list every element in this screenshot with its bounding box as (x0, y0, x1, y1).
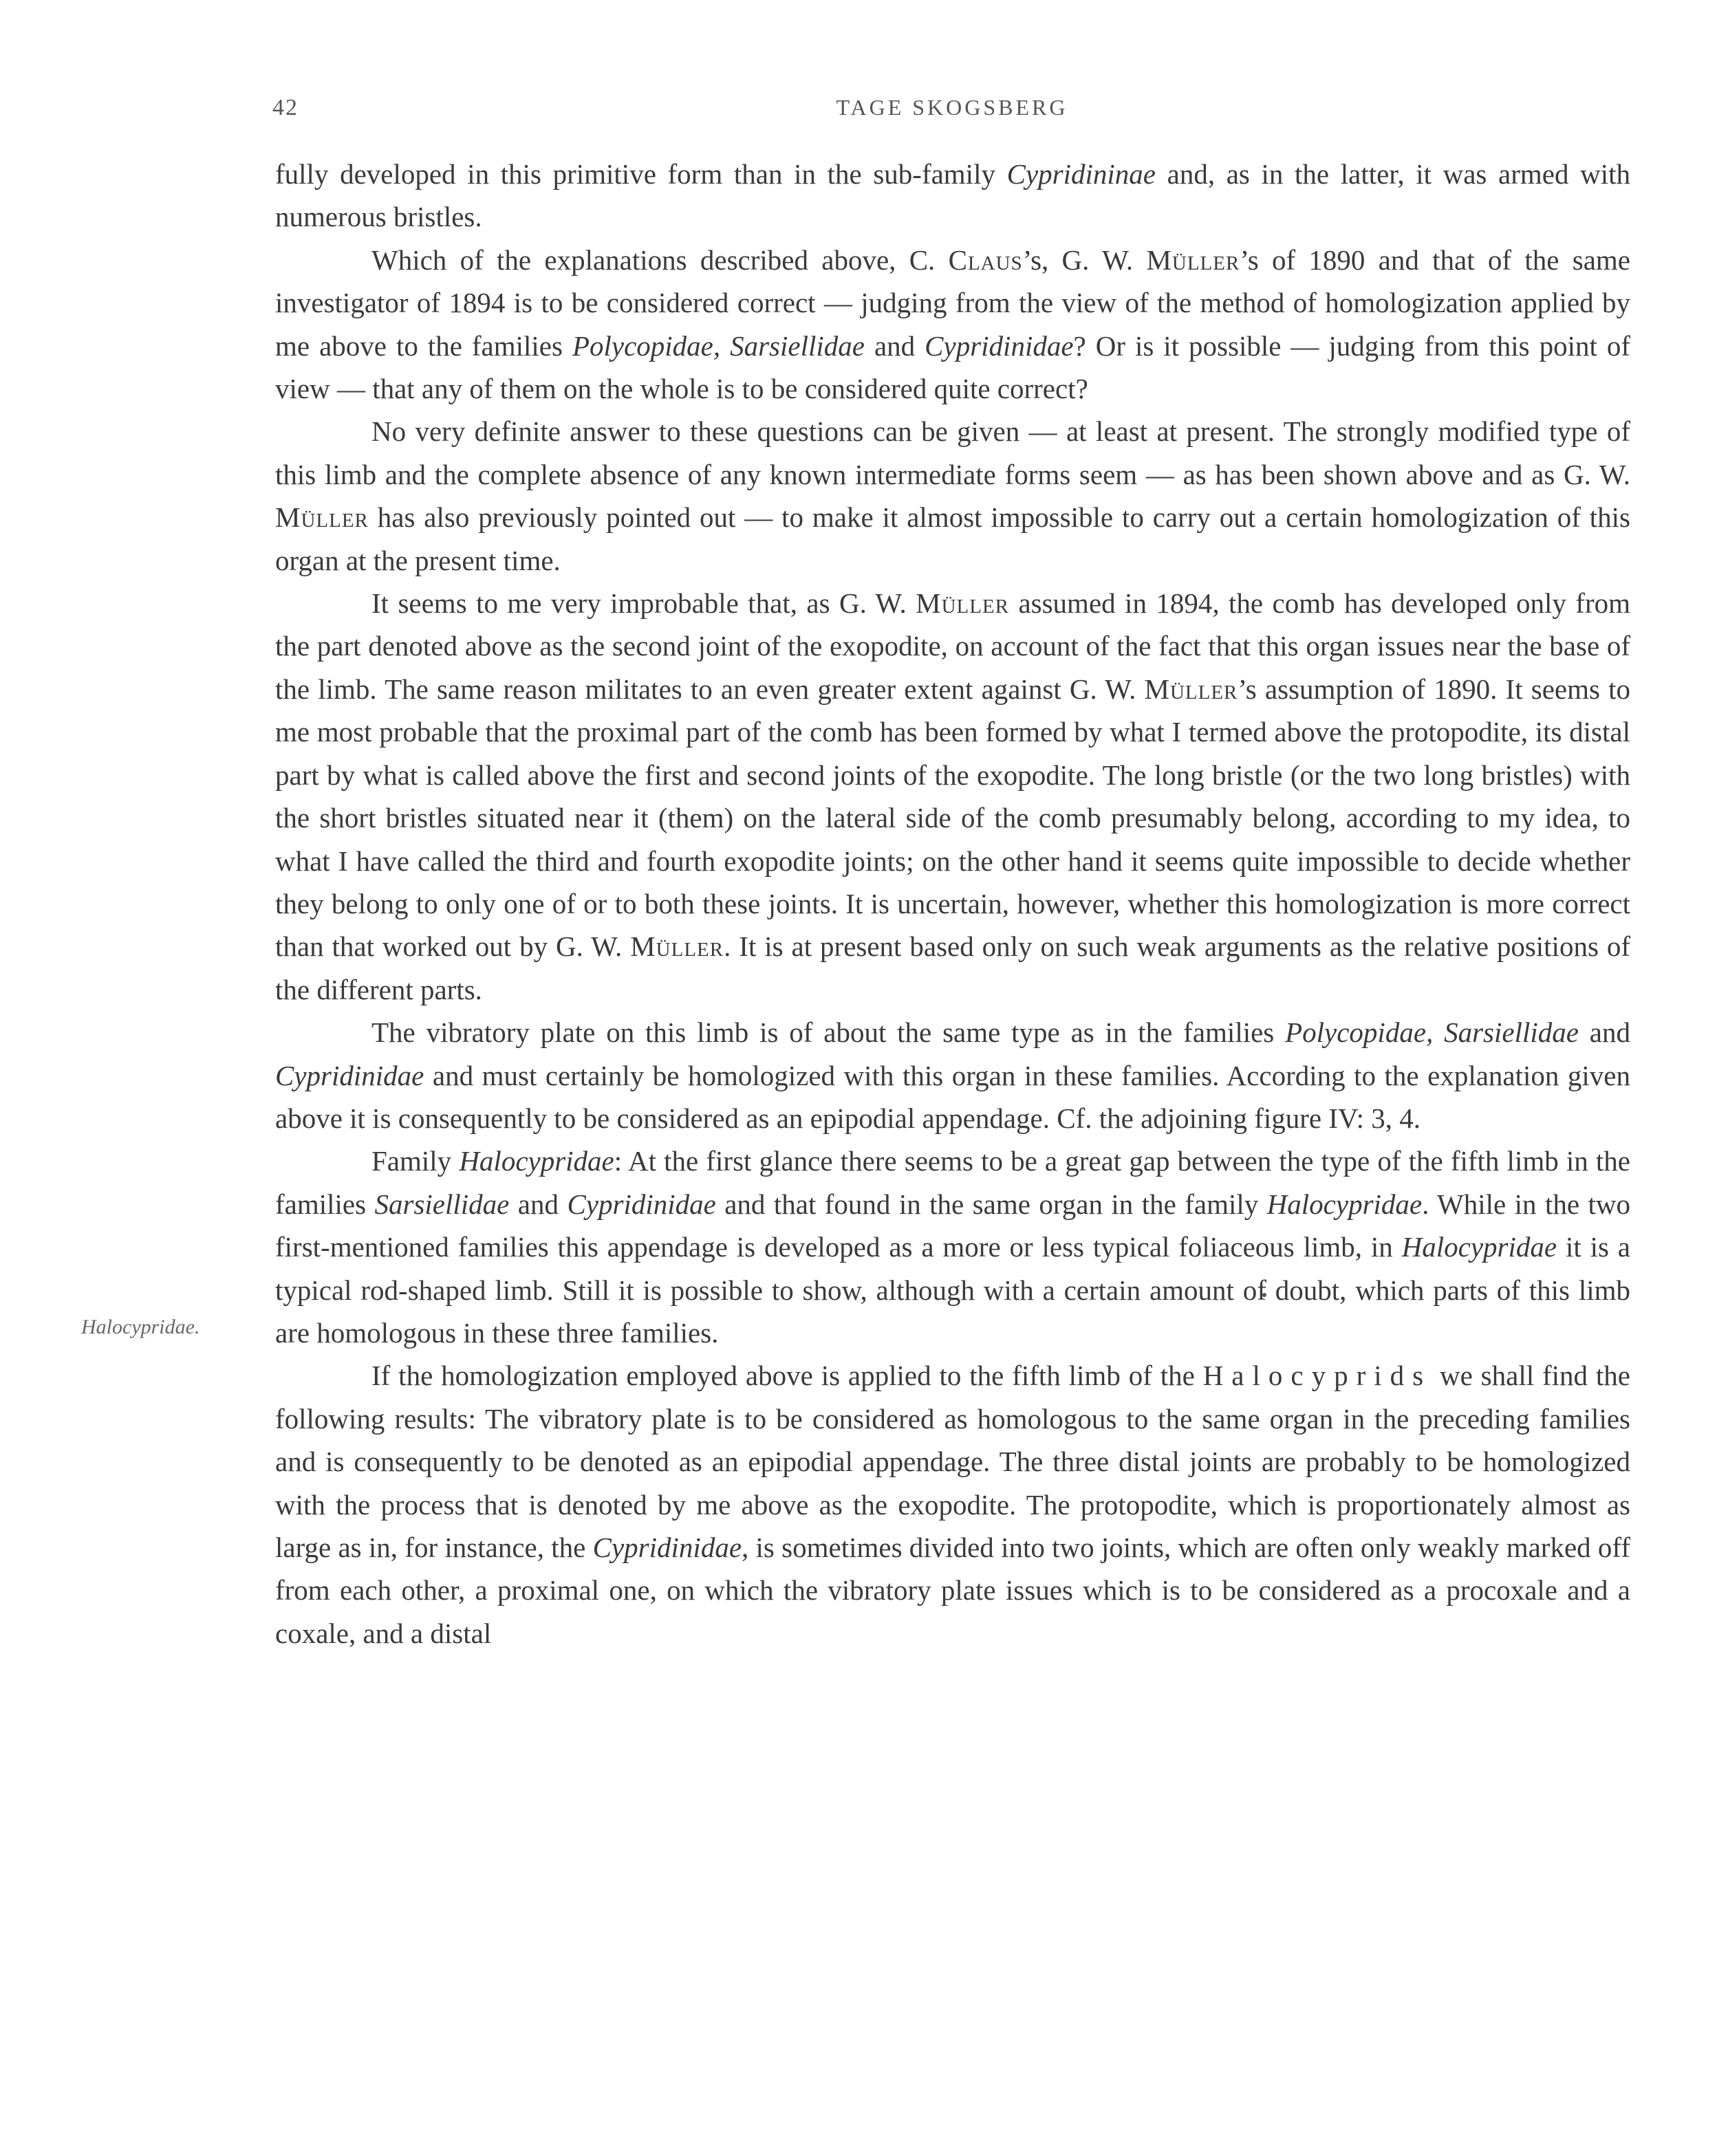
text-run: and (509, 1188, 568, 1220)
page-header (272, 95, 1632, 129)
italic-text: Polycopidae, Sarsiellidae (572, 329, 865, 362)
italic-text: Halocypridae (1401, 1231, 1557, 1263)
spaced-term: Halocyprids (1202, 1360, 1432, 1392)
author-name: Müller (1144, 673, 1238, 705)
text-run: , is sometimes divided into two joints, which are often only weakly marked off from each other, a proximal one, on which the vibratory plate issues which is to be considered as a procoxale and a coxale, and a distal (275, 1532, 1630, 1649)
text-run: has also previously pointed out — to make it almost impossible to carry out a certain homologization of this organ at the present time. (275, 501, 1630, 576)
body-text (275, 153, 1630, 1655)
paragraph (275, 582, 1630, 1011)
text-run: Which of the explanations described above, C. (371, 243, 949, 276)
text-run: . It is at present based only on such weak arguments as the relative positions of the different parts. (275, 930, 1630, 1005)
author-name: Müller (916, 587, 1010, 620)
text-run: we shall find the following results: The vibratory plate is to be considered as homologous to the same organ in the preceding families and is consequently to be denoted as an epipodial appendage. The three distal joints are probably to be homologized with the process that is denoted by me above as the exopodite. The protopodite, which is proportionately almost as large as in, for instance, the (275, 1360, 1630, 1563)
italic-text: Polycopidae, Sarsiellidae (1285, 1016, 1579, 1049)
text-run: and (864, 329, 925, 362)
running-head: TAGE SKOGSBERG (836, 95, 1068, 120)
text-run: assumed in 1894, the comb has developed only from the part denoted above as the second joint of the exopodite, on account of the fact that this organ issues near the base of the limb. The same reason militates to an even greater extent against G. W. (275, 587, 1631, 705)
italic-text: Halocypridae (1266, 1188, 1423, 1220)
italic-text: Cypridinidae (275, 1059, 424, 1091)
italic-text: Cypridinidae (925, 329, 1074, 362)
page-number: 42 (272, 95, 299, 120)
text-run: . While in the two first-mentioned families this appendage is developed as a more or less typical foliaceous limb, in (275, 1188, 1630, 1263)
author-name: Müller (275, 501, 369, 534)
paragraph (275, 1140, 1630, 1354)
italic-text: Cypridininae (1006, 158, 1156, 190)
margin-note: Halocypridae. (81, 1316, 200, 1338)
text-run: and, as in the latter, it was armed with numerous bristles. (275, 158, 1630, 233)
italic-text: Sarsiellidae (374, 1188, 510, 1220)
author-name: Müller (630, 930, 724, 963)
text-run: It seems to me very improbable that, as G. W. (371, 587, 916, 620)
paragraph (275, 1354, 1630, 1655)
italic-text: Cypridinidae (592, 1532, 742, 1563)
text-run: ’s, G. W. (1022, 243, 1147, 276)
paragraph (275, 410, 1630, 582)
author-name: Müller (1146, 243, 1240, 276)
text-run: ? Or is it possible — judging from this point of view — that any of them on the whole is to be considered quite correct? (275, 329, 1630, 405)
italic-text: Halocypridae (459, 1145, 614, 1177)
text-run: and must certainly be homologized with this organ in these families. According to the explanation given above it is consequently to be considered as an epipodial appendage. Cf. the adjoining figure IV: 3, 4. (275, 1059, 1630, 1134)
text-run: ’s assumption of 1890. It seems to me most probable that the proximal part of the comb has been formed by what I termed above the protopodite, its distal part by what is called above the first and second joints of the exopodite. The long bristle (or the two long bristles) with the short bristles situated near it (them) on the lateral side of the comb presumably belong, according to my idea, to what I have called the third and fourth exopodite joints; on the other hand it seems quite impossible to decide whether they belong to only one of or to both these joints. It is uncertain, however, whether this homologization is more correct than that worked out by G. W. (275, 673, 1630, 963)
text-run: and (1578, 1016, 1630, 1049)
paragraph (275, 1011, 1630, 1140)
paragraph (275, 153, 1630, 239)
text-run: and that found in the same organ in the family (715, 1188, 1267, 1220)
text-run: : At the first glance there seems to be a great gap between the type of the fifth limb in the families (275, 1145, 1630, 1220)
paragraph (275, 239, 1630, 411)
author-name: Claus (948, 243, 1023, 276)
text-run: Family (371, 1145, 460, 1177)
italic-text: Cypridinidae (567, 1188, 716, 1220)
text-run: If the homologization employed above is applied to the fifth limb of the (371, 1360, 1203, 1392)
text-run: No very definite answer to these questions can be given — at least at present. The strongly modified type of this limb and the complete absence of any known intermediate forms seem — as has been shown above and as G. W. (275, 415, 1630, 490)
text-run: The vibratory plate on this limb is of about the same type as in the families (371, 1016, 1286, 1049)
text-run: fully developed in this primitive form than in the sub-family (275, 158, 1007, 190)
text-run: it is a typical rod-shaped limb. Still it is possible to show, although with a certain amount of doubt, which parts of this limb are homologous in these three families. (275, 1231, 1631, 1349)
text-run: ’s of 1890 and that of the same investigator of 1894 is to be considered correct — judging from the view of the method of homologization applied by me above to the families (275, 243, 1630, 362)
